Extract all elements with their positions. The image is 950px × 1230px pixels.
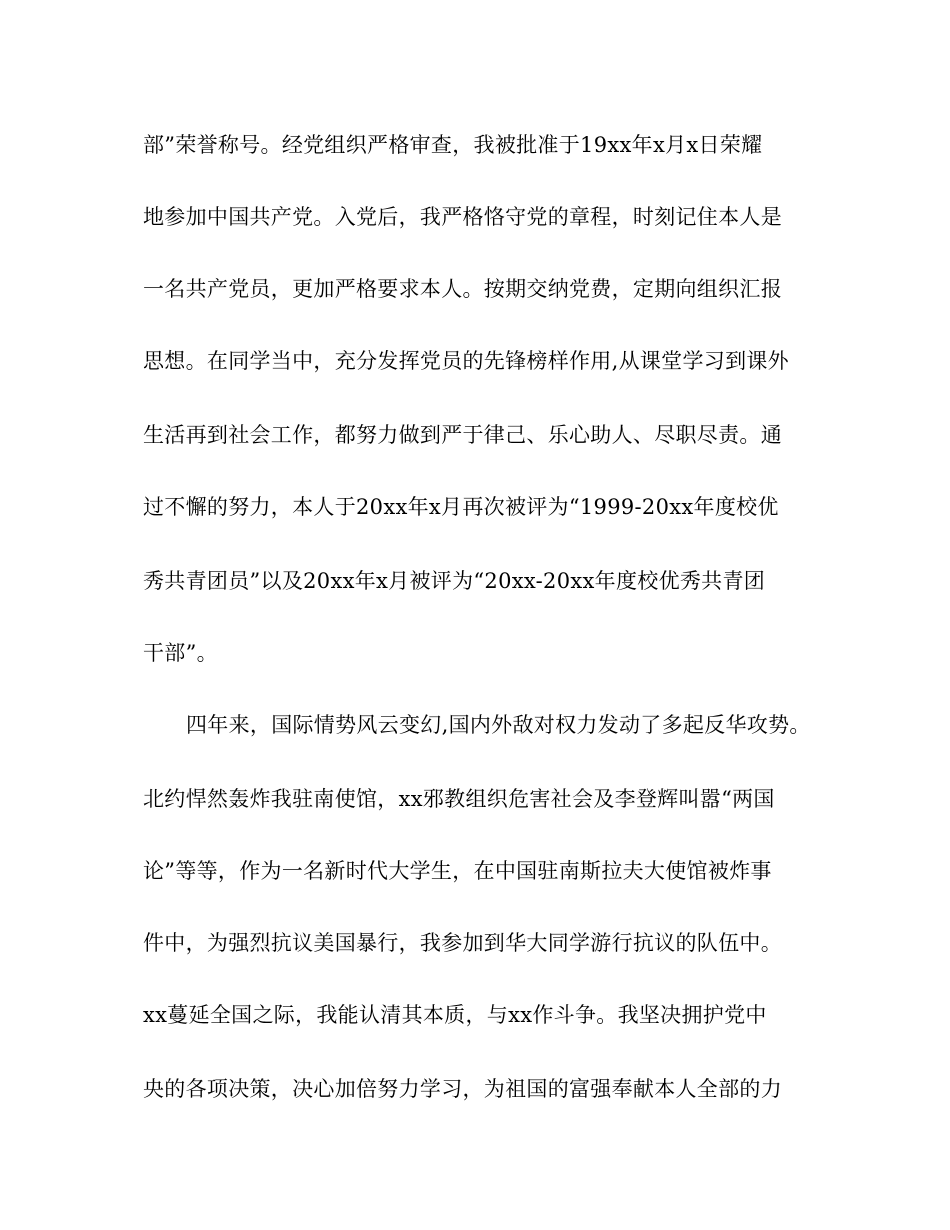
text-line: 件中，为强烈抗议美国暴行，我参加到华大同学游行抗议的队伍中。 xyxy=(143,931,782,955)
text-line: 思想。在同学当中，充分发挥党员的先锋榜样作用,从课堂学习到课外 xyxy=(143,349,789,373)
text-line: 部”荣誉称号。经党组织严格审查，我被批准于19xx年x月x日荣耀 xyxy=(143,133,763,157)
text-line: 干部”。 xyxy=(143,641,218,665)
text-line: 过不懈的努力，本人于20xx年x月再次被评为“1999-20xx年度校优 xyxy=(143,495,779,519)
text-line: 北约悍然轰炸我驻南使馆，xx邪教组织危害社会及李登辉叫嚣“两国 xyxy=(143,787,775,811)
text-line: 论”等等，作为一名新时代大学生，在中国驻南斯拉夫大使馆被炸事 xyxy=(143,859,772,883)
text-line: 央的各项决策，决心加倍努力学习，为祖国的富强奉献本人全部的力 xyxy=(143,1077,782,1101)
text-line: 地参加中国共产党。入党后，我严格恪守党的章程，时刻记住本人是 xyxy=(143,205,782,229)
paragraph-first-line: 四年来，国际情势风云变幻,国内外敌对权力发动了多起反华攻势。 xyxy=(186,713,811,737)
text-line: 秀共青团员”以及20xx年x月被评为“20xx-20xx年度校优秀共青团 xyxy=(143,569,766,593)
text-line: xx蔓延全国之际，我能认清其本质，与xx作斗争。我坚决拥护党中 xyxy=(143,1003,767,1027)
text-line: 生活再到社会工作，都努力做到严于律己、乐心助人、尽职尽责。通 xyxy=(143,423,782,447)
text-line: 一名共产党员，更加严格要求本人。按期交纳党费，定期向组织汇报 xyxy=(143,277,782,301)
